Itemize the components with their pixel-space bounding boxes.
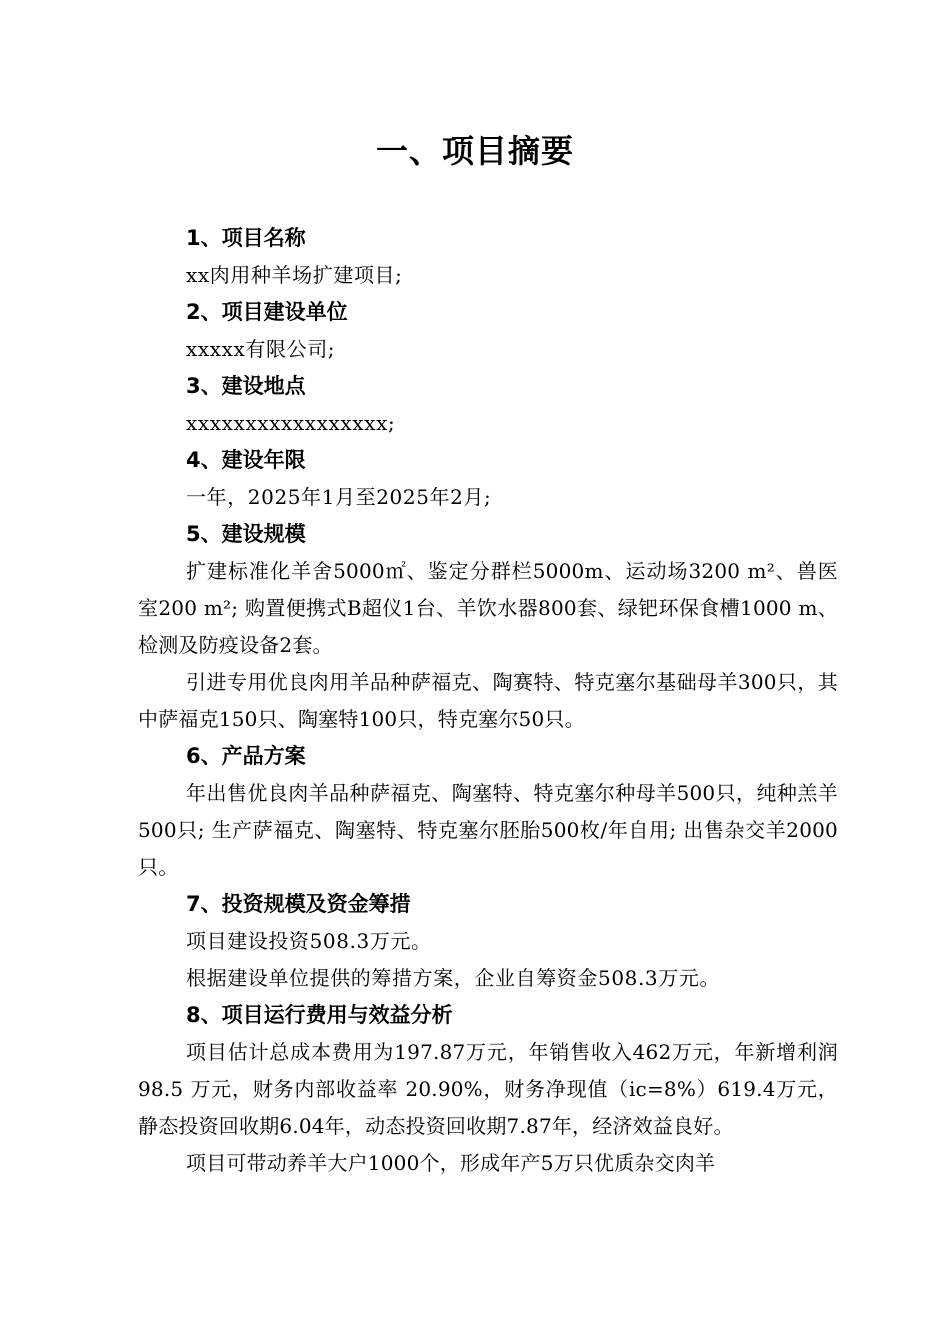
page-title: 一、项目摘要 — [375, 132, 574, 170]
section-heading: 3、建设地点 — [186, 374, 306, 398]
section-heading: 4、建设年限 — [186, 448, 306, 472]
section-paragraph: xx肉用种羊场扩建项目; — [186, 263, 403, 287]
section-scale — [138, 516, 838, 738]
section-paragraph: xxxxxxxxxxxxxxxxx; — [186, 411, 396, 435]
section-paragraph: 项目可带动养羊大户1000个，形成年产5万只优质杂交肉羊 — [186, 1151, 716, 1175]
section-investment — [138, 886, 838, 997]
section-paragraph: 年出售优良肉羊品种萨福克、陶塞特、特克塞尔种母羊500只，纯种羔羊500只; 生产萨福克、陶塞特、特克塞尔胚胎500枚/年自用; 出售杂交羊2000只。 — [138, 781, 838, 879]
section-heading: 5、建设规模 — [186, 522, 306, 546]
section-heading: 8、项目运行费用与效益分析 — [186, 1003, 453, 1027]
section-paragraph: 项目估计总成本费用为197.87万元，年销售收入462万元，年新增利润 98.5 万元，财务内部收益率 20.90%，财务净现值（ic=8%）619.4万元，静态投资回收期6.04年，动态投资回收期7.87年，经济效益良好。 — [138, 1040, 838, 1138]
section-paragraph: 根据建设单位提供的筹措方案，企业自筹资金508.3万元。 — [186, 966, 721, 990]
section-product-plan — [138, 738, 838, 886]
section-heading: 6、产品方案 — [186, 744, 306, 768]
section-cost-benefit — [138, 997, 838, 1182]
section-heading: 7、投资规模及资金筹措 — [186, 892, 411, 916]
section-duration — [138, 442, 838, 516]
section-paragraph: xxxxx有限公司; — [186, 337, 336, 361]
section-construction-unit — [138, 294, 838, 368]
section-project-name — [138, 220, 838, 294]
document-body — [138, 220, 838, 1182]
section-location — [138, 368, 838, 442]
section-paragraph: 项目建设投资508.3万元。 — [186, 929, 432, 953]
section-heading: 1、项目名称 — [186, 226, 306, 250]
section-paragraph: 扩建标准化羊舍5000㎡、鉴定分群栏5000m、运动场3200 m²、兽医室200 m²; 购置便携式B超仪1台、羊饮水器800套、绿钯环保食槽1000 m、检测及防疫设备2套。 — [138, 559, 838, 657]
section-paragraph: 引进专用优良肉用羊品种萨福克、陶赛特、特克塞尔基础母羊300只，其中萨福克150只、陶塞特100只，特克塞尔50只。 — [138, 670, 838, 731]
section-heading: 2、项目建设单位 — [186, 300, 348, 324]
section-paragraph: 一年，2025年1月至2025年2月; — [186, 485, 492, 509]
